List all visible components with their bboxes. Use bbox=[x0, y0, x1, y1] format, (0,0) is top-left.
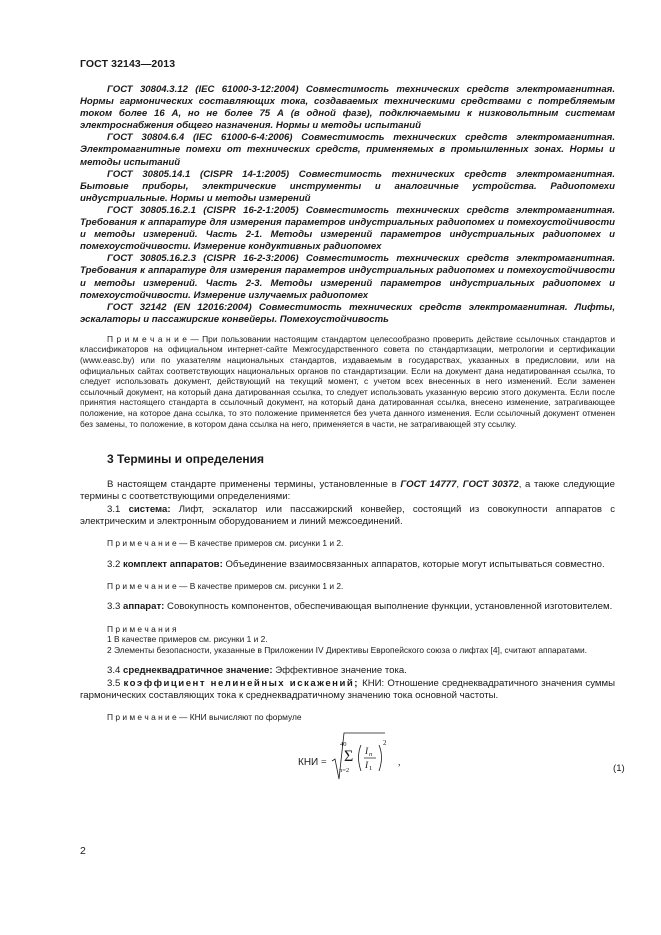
term-3-2-note bbox=[80, 581, 615, 592]
references-note bbox=[80, 334, 615, 429]
term-definition: Совокупность компонентов, обеспечивающая выполнение функции, установленной изготовителем. bbox=[164, 601, 613, 613]
reference-item: ГОСТ 30805.14.1 (CISPR 14-1:2005) Совместимость технических средств электромагнитная. Бытовые приборы, электрические инструменты и аналогичные устройства. Радиопомехи индустриальные. Нормы и методы измерений bbox=[80, 168, 615, 204]
page-body bbox=[80, 84, 625, 787]
formula-number: (1) bbox=[613, 762, 625, 774]
term-name: среднеквадратичное значение: bbox=[123, 665, 273, 677]
term-definition: Эффективное значение тока. bbox=[272, 665, 407, 677]
note-label: П р и м е ч а н и е bbox=[107, 580, 177, 591]
sum-sign: Σ bbox=[344, 747, 354, 765]
note-label: П р и м е ч а н и е bbox=[107, 712, 177, 723]
term-number: 3.3 bbox=[107, 601, 124, 613]
right-paren bbox=[379, 745, 382, 771]
intro-text-end: , а также следующие термины с соответствующими определениями: bbox=[80, 479, 615, 503]
denominator-sub: 1 bbox=[369, 764, 373, 772]
normative-references-list bbox=[80, 84, 615, 326]
term-number: 3.4 bbox=[107, 665, 124, 677]
intro-text: В настоящем стандарте применены термины, установленные в bbox=[107, 479, 401, 491]
formula-equals: = bbox=[321, 756, 327, 768]
term-3-3-notes-label: П р и м е ч а н и я bbox=[107, 623, 177, 634]
note-text: — При пользовании настоящим стандартом целесообразно проверить действие ссылочных стандартов и классификаторов на официальном интернет-сайте Межгосударственного совета по стандартизации, метрологии и сертификации (www.easc.by) или по указателям национальных стандартов, издаваемым в государствах, указанных в предисловии, или на официальных сайтах соответствующих национальных органов по стандартизации. Если на документ дана недатированная ссылка, то следует использовать документ, действующий на текущий момент, с учетом всех внесенных в него изменений. Если заменен ссылочный документ, на который дана датированная ссылка, то следует использовать указанную версию этого документа. Если после принятия настоящего стандарта в ссылочный документ, на который дана датированная ссылка, внесено изменение, затрагивающее положение, на которое дана ссылка, то это положение применяется без учета данного изменения. Если ссылочный документ отменен без замены, то положение, в котором дана ссылка на него, применяется в части, не затрагивающей эту ссылку. bbox=[80, 333, 615, 429]
term-3-2 bbox=[80, 559, 615, 571]
intro-separator: , bbox=[456, 479, 463, 491]
note-label: П р и м е ч а н и е bbox=[107, 333, 187, 344]
denominator-var: I bbox=[365, 760, 369, 771]
section-intro bbox=[80, 479, 615, 503]
term-3-5-note bbox=[80, 712, 615, 723]
formula-block bbox=[80, 727, 625, 787]
term-3-3 bbox=[80, 601, 615, 613]
reference-item: ГОСТ 30804.3.12 (IEC 61000-3-12:2004) Совместимость технических средств электромагнитная. Нормы гармонических составляющих тока, создаваемых техническими средствами с потребляемым током более 16 А, но не более 75 А (в одной фазе), подключаемыми к низковольтным системам электроснабжения общего назначения. Нормы и методы испытаний bbox=[80, 84, 615, 132]
note-text: — В качестве примеров см. рисунки 1 и 2. bbox=[176, 580, 344, 591]
intro-ref-gost-30372: ГОСТ 30372 bbox=[462, 479, 519, 491]
term-3-5 bbox=[80, 678, 615, 702]
power-exponent: 2 bbox=[383, 738, 387, 747]
term-number: 3.5 bbox=[107, 677, 124, 689]
sum-lower-limit: n=2 bbox=[339, 766, 350, 774]
section-title: 3 Термины и определения bbox=[107, 452, 265, 467]
reference-item: ГОСТ 30804.6.4 (IEC 61000-6-4:2006) Совместимость технических средств электромагнитная. Электромагнитные помехи от технических средств, применяемых в промышленных зонах. Нормы и методы испытаний bbox=[80, 132, 615, 168]
note-text: — В качестве примеров см. рисунки 1 и 2. bbox=[176, 538, 344, 549]
term-number: 3.2 bbox=[107, 558, 124, 570]
numerator-var: I bbox=[365, 746, 369, 757]
term-number: 3.1 bbox=[107, 503, 129, 515]
thd-formula bbox=[80, 727, 615, 787]
term-3-3-note-1: 1 В качестве примеров см. рисунки 1 и 2. bbox=[107, 634, 268, 645]
intro-ref-gost-14777: ГОСТ 14777 bbox=[400, 479, 457, 491]
term-name: комплект аппаратов: bbox=[123, 558, 223, 570]
reference-item: ГОСТ 30805.16.2.1 (CISPR 16-2-1:2005) Совместимость технических средств электромагнитная. Требования к аппаратуре для измерения параметров индустриальных радиопомех и помехоустойчивости и методы измерений. Часть 2-1. Методы измерений параметров индустриальных радиопомех и помехоустойчивости. Измерение кондуктивных радиопомех bbox=[80, 204, 615, 253]
term-definition: Лифт, эскалатор или пассажирский конвейер, состоящий из совокупности аппаратов с электрическим и электронным оборудованием и линий межсоединений. bbox=[80, 503, 615, 527]
page-number: 2 bbox=[80, 845, 86, 857]
note-text: — КНИ вычисляют по формуле bbox=[176, 712, 302, 723]
formula-dot: , bbox=[398, 756, 401, 768]
term-name: аппарат: bbox=[123, 601, 165, 613]
note-label: П р и м е ч а н и е bbox=[107, 538, 177, 549]
document-header: ГОСТ 32143—2013 bbox=[80, 58, 176, 70]
term-3-3-note-2: 2 Элементы безопасности, указанные в Приложении IV Директивы Европейского союза о лифтах [4], считают аппаратами. bbox=[107, 644, 587, 655]
reference-item: ГОСТ 30805.16.2.3 (CISPR 16-2-3:2006) Совместимость технических средств электромагнитная. Требования к аппаратуре для измерения параметров индустриальных радиопомех и помехоустойчивости и методы измерений. Часть 2-3. Методы измерений параметров индустриальных радиопомех и помехоустойчивости. Измерение излучаемых радиопомех bbox=[80, 253, 615, 301]
term-3-4 bbox=[80, 665, 615, 677]
term-3-1 bbox=[80, 504, 615, 528]
sum-upper-limit: 40 bbox=[340, 740, 347, 748]
term-name: система: bbox=[128, 503, 171, 515]
reference-item: ГОСТ 32142 (EN 12016:2004) Совместимость технических средств электромагнитная. Лифты, эскалаторы и пассажирские конвейеры. Помехоустойчивость bbox=[80, 301, 615, 325]
formula-lhs: КНИ bbox=[298, 756, 319, 768]
term-definition: КНИ: Отношение среднеквадратичного значения суммы гармонических составляющих тока к среднеквадратичному значению тока основной частоты. bbox=[80, 677, 615, 701]
term-3-1-note bbox=[80, 538, 615, 549]
numerator-sub: n bbox=[369, 750, 373, 758]
term-definition: Объединение взаимосвязанных аппаратов, которые могут испытываться совместно. bbox=[222, 558, 605, 570]
term-name: коэффициент нелинейных искажений; bbox=[123, 677, 359, 689]
left-paren bbox=[359, 745, 362, 771]
